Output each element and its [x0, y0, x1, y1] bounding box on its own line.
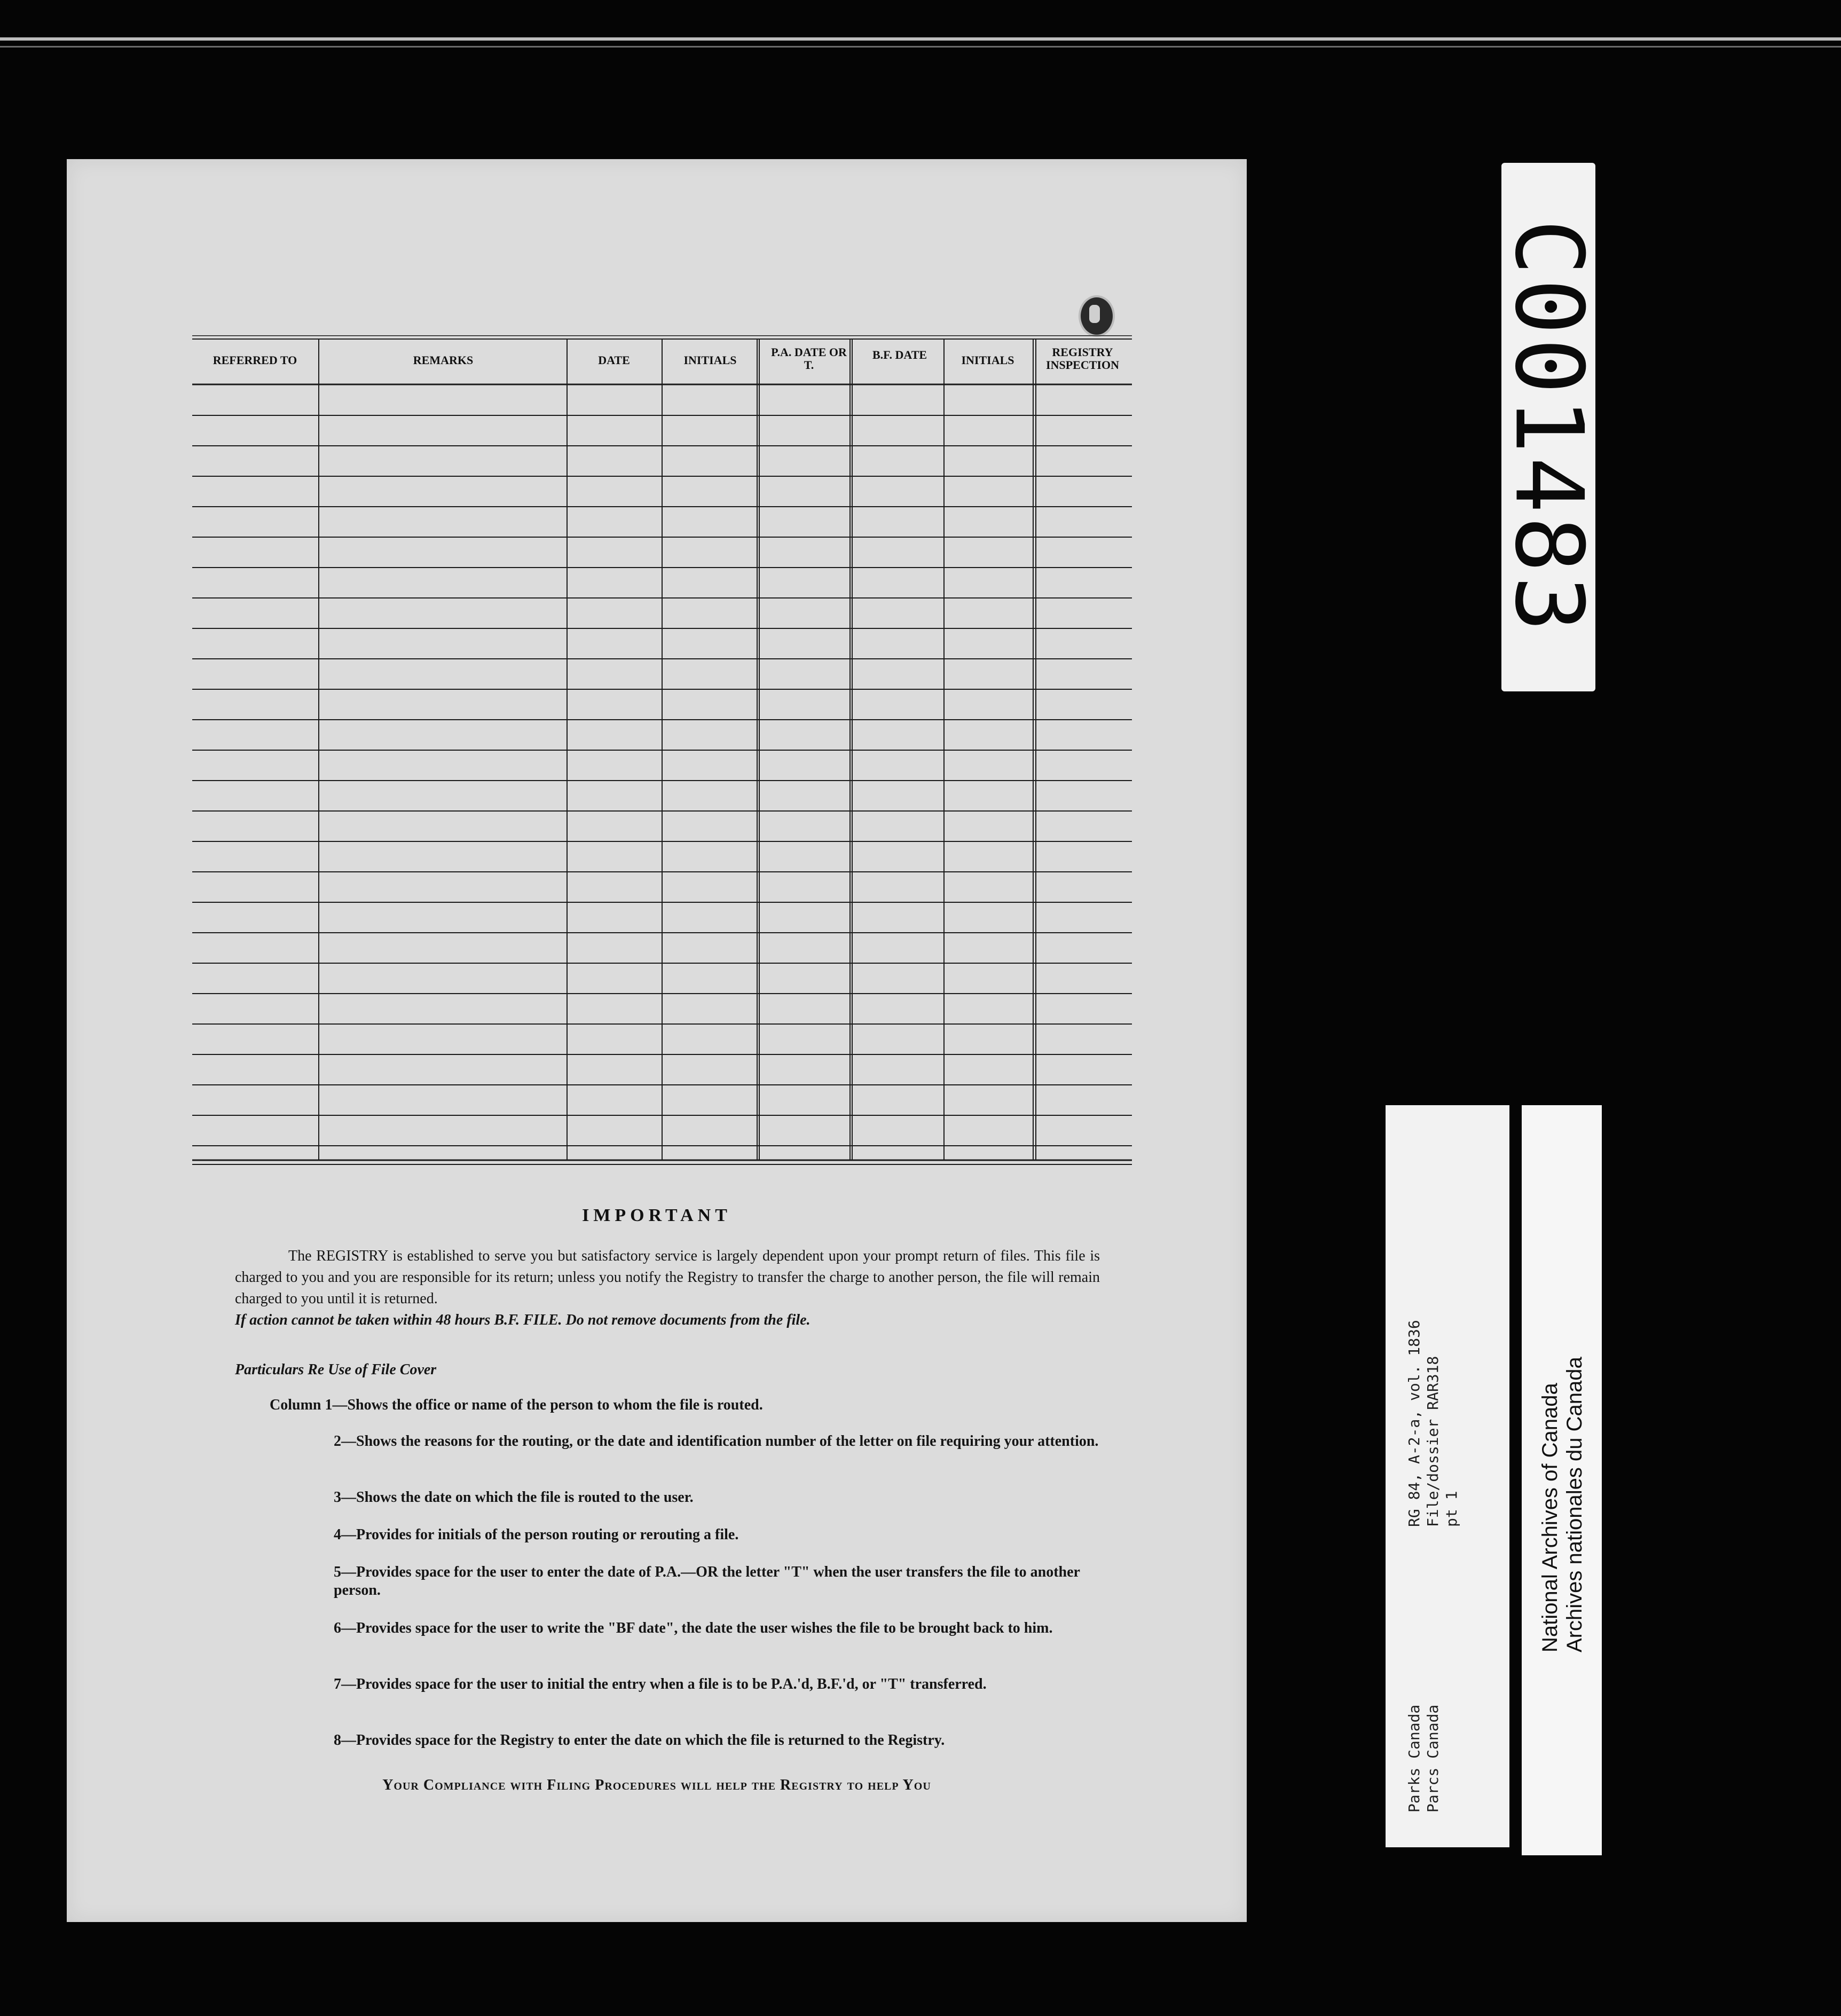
important-title: IMPORTANT — [582, 1206, 731, 1225]
particulars-item-5: 5—Provides space for the user to enter the date of P.A.—OR the letter "T" when the user transfers the file to another person. — [334, 1564, 1080, 1598]
archives-name-en: National Archives of Canada — [1538, 1383, 1562, 1652]
header-date: DATE — [598, 353, 630, 367]
document-page — [67, 159, 1247, 1922]
film-edge-line-secondary — [0, 46, 1841, 48]
reference-line-3: pt 1 — [1443, 1491, 1460, 1527]
header-referred-to: REFERRED TO — [213, 353, 297, 367]
agency-line-1: Parks Canada — [1405, 1704, 1423, 1813]
header-initials: INITIALS — [683, 353, 737, 367]
archives-name-fr: Archives nationales du Canada — [1563, 1357, 1586, 1652]
film-edge-line — [0, 37, 1841, 41]
header-remarks: REMARKS — [413, 353, 474, 367]
particulars-item-3: 3—Shows the date on which the file is routed to the user. — [334, 1489, 694, 1506]
particulars-item-8: 8—Provides space for the Registry to enter the date on which the file is returned to the Registry. — [334, 1732, 945, 1749]
particulars-column-1: Column 1—Shows the office or name of the person to whom the file is routed. — [270, 1397, 763, 1413]
reference-line-2: File/dossier RAR318 — [1424, 1356, 1442, 1527]
compliance-footer: Your Compliance with Filing Procedures will help the Registry to help You — [382, 1777, 931, 1793]
particulars-item-6: 6—Provides space for the user to write the "BF date", the date the user wishes the file to be brought back to him. — [334, 1620, 1053, 1636]
national-archives-label — [1522, 1105, 1602, 1855]
header-bf-date: B.F. DATE — [872, 348, 927, 361]
particulars-item-7: 7—Provides space for the user to initial the entry when a file is to be P.A.'d, B.F.'d, or "T" transferred. — [334, 1676, 987, 1692]
archive-reference-label — [1386, 1105, 1509, 1847]
punch-hole — [1079, 295, 1115, 337]
film-number-strip — [1494, 163, 1603, 691]
routing-table — [192, 335, 1132, 1166]
header-pa-date: P.A. DATE OR T. — [771, 345, 847, 372]
routing-table-grid — [192, 335, 1132, 1166]
particulars-title: Particulars Re Use of File Cover — [235, 1361, 437, 1378]
header-registry-inspection: REGISTRY INSPECTION — [1046, 345, 1119, 372]
important-paragraph: The REGISTRY is established to serve you but satisfactory service is largely dependent upon your prompt return of files. This file is charged to you and you are responsible for its return; unless you notify the Registry to transfer the charge to another person, the file will remain charged to you until it is returned. — [235, 1248, 1100, 1307]
important-note: If action cannot be taken within 48 hours B.F. FILE. Do not remove documents from the file. — [235, 1312, 811, 1328]
header-initials-2: INITIALS — [961, 353, 1014, 367]
reference-line-1: RG 84, A-2-a, vol. 1836 — [1405, 1320, 1423, 1527]
agency-line-2: Parcs Canada — [1424, 1704, 1442, 1813]
particulars-item-2: 2—Shows the reasons for the routing, or the date and identification number of the letter on file requiring your attention. — [334, 1433, 1099, 1450]
particulars-item-4: 4—Provides for initials of the person routing or rerouting a file. — [334, 1526, 739, 1543]
film-number: C001483 — [1494, 219, 1603, 635]
